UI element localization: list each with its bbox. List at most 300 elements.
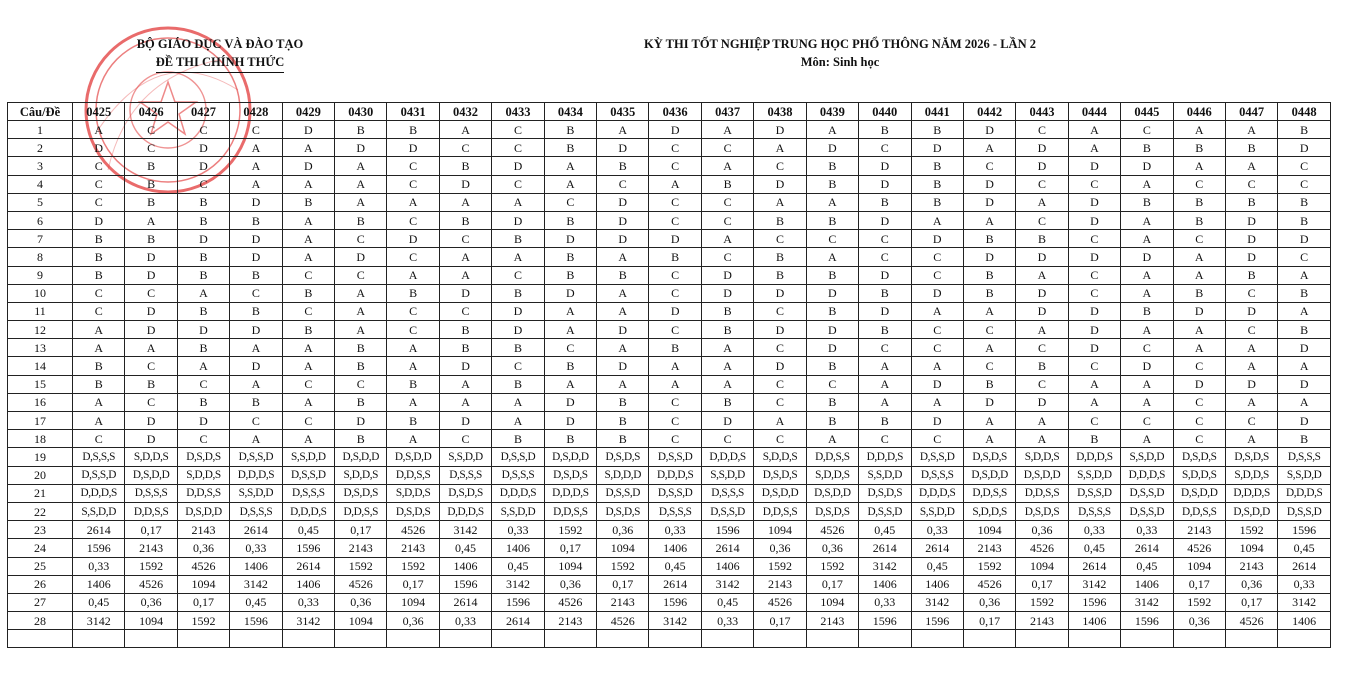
answer-cell: 4526 bbox=[597, 612, 649, 630]
answer-key-table bbox=[7, 102, 1331, 648]
answer-cell: D,D,S,S bbox=[806, 448, 858, 466]
question-number: 26 bbox=[8, 575, 73, 593]
exam-code-header: 0431 bbox=[387, 103, 439, 121]
answer-cell: D,S,D,D bbox=[387, 448, 439, 466]
answer-cell: 1592 bbox=[597, 557, 649, 575]
answer-cell: B bbox=[701, 302, 753, 320]
answer-cell: 2614 bbox=[649, 575, 701, 593]
answer-cell: A bbox=[1016, 266, 1068, 284]
exam-code-header: 0438 bbox=[754, 103, 806, 121]
answer-cell: C bbox=[1225, 412, 1277, 430]
answer-cell: C bbox=[1016, 211, 1068, 229]
answer-cell: C bbox=[387, 302, 439, 320]
answer-cell: 2143 bbox=[387, 539, 439, 557]
answer-cell: 1592 bbox=[177, 612, 229, 630]
answer-cell: 1596 bbox=[1068, 593, 1120, 611]
answer-cell: D bbox=[911, 284, 963, 302]
exam-code-header: 0434 bbox=[544, 103, 596, 121]
answer-cell: D,S,S,D bbox=[1068, 484, 1120, 502]
answer-cell: C bbox=[544, 339, 596, 357]
answer-cell: C bbox=[649, 284, 701, 302]
answer-cell: B bbox=[806, 393, 858, 411]
answer-cell: 0,17 bbox=[544, 539, 596, 557]
table-row bbox=[8, 175, 1331, 193]
answer-cell: 2614 bbox=[282, 557, 334, 575]
answer-cell: D bbox=[597, 193, 649, 211]
table-header-row bbox=[8, 103, 1331, 121]
answer-cell: B bbox=[387, 412, 439, 430]
answer-cell: D,S,D,D bbox=[544, 448, 596, 466]
table-row bbox=[8, 211, 1331, 229]
answer-cell: D,D,S,S bbox=[1173, 502, 1225, 520]
answer-cell: C bbox=[387, 157, 439, 175]
answer-cell: 1592 bbox=[1173, 593, 1225, 611]
answer-cell: A bbox=[73, 393, 125, 411]
answer-cell: 1406 bbox=[1121, 575, 1173, 593]
table-row bbox=[8, 593, 1331, 611]
answer-cell: 0,45 bbox=[1278, 539, 1331, 557]
answer-cell: 0,45 bbox=[1121, 557, 1173, 575]
answer-cell: B bbox=[439, 211, 491, 229]
answer-cell: D bbox=[335, 412, 387, 430]
answer-cell: A bbox=[230, 339, 282, 357]
answer-cell: B bbox=[335, 430, 387, 448]
answer-cell: S,D,D,S bbox=[754, 448, 806, 466]
answer-cell: D bbox=[492, 321, 544, 339]
answer-cell: D bbox=[125, 321, 177, 339]
answer-cell: B bbox=[806, 412, 858, 430]
answer-cell: B bbox=[544, 121, 596, 139]
answer-cell: D,D,S,S bbox=[177, 484, 229, 502]
answer-cell: D bbox=[544, 393, 596, 411]
answer-cell: B bbox=[1225, 193, 1277, 211]
answer-cell: D bbox=[701, 284, 753, 302]
answer-cell: A bbox=[1121, 321, 1173, 339]
answer-cell: A bbox=[963, 139, 1015, 157]
answer-cell: D bbox=[177, 139, 229, 157]
table-row bbox=[8, 121, 1331, 139]
answer-cell: 1094 bbox=[806, 593, 858, 611]
answer-cell: 2143 bbox=[544, 612, 596, 630]
table-row bbox=[8, 393, 1331, 411]
question-number: 1 bbox=[8, 121, 73, 139]
question-number: 25 bbox=[8, 557, 73, 575]
answer-cell: C bbox=[1278, 248, 1331, 266]
answer-cell: S,S,D,D bbox=[492, 502, 544, 520]
answer-cell: A bbox=[1016, 321, 1068, 339]
answer-cell: D bbox=[230, 230, 282, 248]
answer-cell: A bbox=[1225, 393, 1277, 411]
empty-cell bbox=[177, 630, 229, 648]
answer-cell: A bbox=[439, 393, 491, 411]
answer-cell: D bbox=[177, 321, 229, 339]
answer-cell: 1406 bbox=[282, 575, 334, 593]
answer-cell: C bbox=[1068, 357, 1120, 375]
answer-cell: C bbox=[701, 193, 753, 211]
answer-cell: A bbox=[282, 175, 334, 193]
answer-cell: C bbox=[859, 248, 911, 266]
answer-cell: 1596 bbox=[439, 575, 491, 593]
answer-cell: B bbox=[177, 302, 229, 320]
answer-cell: D bbox=[911, 412, 963, 430]
answer-cell: B bbox=[649, 248, 701, 266]
answer-cell: C bbox=[911, 321, 963, 339]
answer-cell: D bbox=[230, 193, 282, 211]
answer-cell: 1406 bbox=[439, 557, 491, 575]
answer-cell: B bbox=[335, 357, 387, 375]
answer-cell: C bbox=[125, 139, 177, 157]
answer-cell: 0,17 bbox=[754, 612, 806, 630]
answer-cell: 2143 bbox=[125, 539, 177, 557]
answer-cell: 1094 bbox=[754, 521, 806, 539]
answer-cell: A bbox=[544, 375, 596, 393]
answer-cell: D,S,S,D bbox=[1121, 502, 1173, 520]
answer-cell: C bbox=[649, 193, 701, 211]
answer-cell: B bbox=[806, 211, 858, 229]
answer-cell: 1596 bbox=[649, 593, 701, 611]
answer-cell: C bbox=[963, 157, 1015, 175]
question-number: 5 bbox=[8, 193, 73, 211]
answer-cell: B bbox=[544, 211, 596, 229]
answer-cell: D bbox=[1121, 248, 1173, 266]
answer-cell: A bbox=[387, 357, 439, 375]
answer-cell: B bbox=[125, 193, 177, 211]
answer-cell: A bbox=[387, 430, 439, 448]
answer-cell: 0,45 bbox=[282, 521, 334, 539]
answer-cell: B bbox=[911, 175, 963, 193]
answer-cell: A bbox=[335, 175, 387, 193]
answer-cell: A bbox=[492, 193, 544, 211]
answer-cell: D bbox=[230, 357, 282, 375]
question-number: 18 bbox=[8, 430, 73, 448]
table-row bbox=[8, 284, 1331, 302]
answer-cell: B bbox=[544, 248, 596, 266]
answer-cell: D,S,S,D bbox=[1278, 502, 1331, 520]
table-row bbox=[8, 357, 1331, 375]
empty-cell bbox=[544, 630, 596, 648]
answer-cell: A bbox=[387, 266, 439, 284]
answer-cell: D bbox=[1225, 302, 1277, 320]
answer-cell: D bbox=[754, 175, 806, 193]
answer-cell: B bbox=[492, 430, 544, 448]
answer-cell: 2143 bbox=[806, 612, 858, 630]
answer-cell: A bbox=[701, 339, 753, 357]
answer-cell: B bbox=[230, 266, 282, 284]
answer-cell: A bbox=[387, 193, 439, 211]
answer-cell: A bbox=[230, 175, 282, 193]
answer-cell: A bbox=[282, 139, 334, 157]
answer-cell: B bbox=[230, 393, 282, 411]
answer-cell: D bbox=[806, 284, 858, 302]
answer-cell: A bbox=[1278, 393, 1331, 411]
answer-cell: 1596 bbox=[282, 539, 334, 557]
answer-cell: C bbox=[1068, 175, 1120, 193]
answer-cell: B bbox=[1016, 230, 1068, 248]
answer-cell: C bbox=[1068, 230, 1120, 248]
answer-cell: 3142 bbox=[230, 575, 282, 593]
answer-cell: B bbox=[859, 193, 911, 211]
answer-cell: A bbox=[335, 321, 387, 339]
answer-cell: S,S,D,D bbox=[1121, 448, 1173, 466]
header-left bbox=[95, 35, 345, 73]
answer-cell: B bbox=[1173, 139, 1225, 157]
answer-cell: A bbox=[1068, 375, 1120, 393]
answer-cell: D bbox=[859, 157, 911, 175]
answer-cell: D bbox=[177, 230, 229, 248]
answer-cell: A bbox=[1278, 266, 1331, 284]
answer-cell: D,S,D,D bbox=[335, 448, 387, 466]
answer-cell: D bbox=[492, 302, 544, 320]
answer-cell: 1592 bbox=[754, 557, 806, 575]
answer-cell: B bbox=[544, 357, 596, 375]
answer-cell: B bbox=[492, 284, 544, 302]
answer-cell: D,D,S,S bbox=[335, 502, 387, 520]
answer-cell: A bbox=[1121, 284, 1173, 302]
answer-cell: B bbox=[177, 339, 229, 357]
answer-cell: B bbox=[1173, 211, 1225, 229]
answer-cell: 2143 bbox=[963, 539, 1015, 557]
answer-cell: C bbox=[125, 121, 177, 139]
answer-cell: B bbox=[597, 157, 649, 175]
answer-cell: 0,45 bbox=[701, 593, 753, 611]
answer-cell: C bbox=[439, 230, 491, 248]
answer-cell: A bbox=[439, 266, 491, 284]
exam-code-header: 0427 bbox=[177, 103, 229, 121]
answer-cell: D bbox=[125, 302, 177, 320]
answer-cell: A bbox=[806, 430, 858, 448]
answer-cell: A bbox=[1016, 430, 1068, 448]
answer-cell: 2614 bbox=[1278, 557, 1331, 575]
answer-cell: A bbox=[1173, 248, 1225, 266]
answer-cell: C bbox=[649, 412, 701, 430]
answer-cell: C bbox=[1173, 430, 1225, 448]
empty-cell bbox=[1121, 630, 1173, 648]
answer-cell: A bbox=[230, 430, 282, 448]
answer-cell: 0,17 bbox=[1225, 593, 1277, 611]
answer-cell: D bbox=[806, 139, 858, 157]
answer-cell: A bbox=[806, 248, 858, 266]
answer-cell: D,S,D,S bbox=[859, 484, 911, 502]
answer-cell: B bbox=[125, 157, 177, 175]
answer-cell: D,D,S,S bbox=[387, 466, 439, 484]
answer-cell: D bbox=[597, 321, 649, 339]
answer-cell: D,D,D,S bbox=[859, 448, 911, 466]
answer-cell: C bbox=[177, 121, 229, 139]
answer-cell: 1596 bbox=[1121, 612, 1173, 630]
answer-cell: D,S,S,S bbox=[701, 484, 753, 502]
answer-cell: A bbox=[1173, 121, 1225, 139]
answer-cell: D bbox=[754, 121, 806, 139]
answer-cell: C bbox=[754, 157, 806, 175]
answer-cell: D,D,D,S bbox=[282, 502, 334, 520]
answer-cell: 0,36 bbox=[125, 593, 177, 611]
answer-cell: D bbox=[492, 211, 544, 229]
answer-cell: A bbox=[859, 357, 911, 375]
answer-cell: 1596 bbox=[859, 612, 911, 630]
answer-cell: 1596 bbox=[230, 612, 282, 630]
answer-cell: D,S,D,D bbox=[754, 484, 806, 502]
answer-cell: D bbox=[1016, 393, 1068, 411]
answer-cell: D bbox=[1278, 412, 1331, 430]
answer-cell: A bbox=[1225, 157, 1277, 175]
answer-cell: 1094 bbox=[1173, 557, 1225, 575]
answer-cell: 0,36 bbox=[806, 539, 858, 557]
answer-cell: A bbox=[859, 375, 911, 393]
answer-cell: D,S,S,S bbox=[282, 484, 334, 502]
table-row bbox=[8, 484, 1331, 502]
table-row bbox=[8, 302, 1331, 320]
answer-cell: 1592 bbox=[387, 557, 439, 575]
answer-cell: D bbox=[806, 339, 858, 357]
table-row bbox=[8, 412, 1331, 430]
answer-cell: C bbox=[963, 321, 1015, 339]
answer-cell: B bbox=[387, 284, 439, 302]
answer-cell: C bbox=[125, 284, 177, 302]
answer-cell: S,D,D,S bbox=[1225, 466, 1277, 484]
answer-cell: A bbox=[597, 302, 649, 320]
answer-cell: A bbox=[754, 193, 806, 211]
answer-cell: 0,36 bbox=[1225, 575, 1277, 593]
answer-cell: D bbox=[73, 139, 125, 157]
question-number: 14 bbox=[8, 357, 73, 375]
answer-cell: D bbox=[492, 157, 544, 175]
answer-cell: C bbox=[701, 248, 753, 266]
answer-cell: C bbox=[1068, 284, 1120, 302]
answer-cell: C bbox=[1121, 339, 1173, 357]
answer-cell: C bbox=[1121, 412, 1173, 430]
answer-cell: D,S,S,S bbox=[125, 484, 177, 502]
answer-cell: C bbox=[73, 175, 125, 193]
answer-cell: 1592 bbox=[335, 557, 387, 575]
corner-label: Câu/Đề bbox=[8, 103, 73, 121]
answer-cell: D,D,D,S bbox=[230, 466, 282, 484]
answer-cell: 1596 bbox=[492, 593, 544, 611]
answer-cell: B bbox=[335, 211, 387, 229]
answer-cell: A bbox=[492, 393, 544, 411]
answer-cell: C bbox=[177, 430, 229, 448]
answer-cell: 0,17 bbox=[387, 575, 439, 593]
answer-cell: D,D,D,S bbox=[1068, 448, 1120, 466]
answer-cell: A bbox=[1121, 211, 1173, 229]
answer-cell: B bbox=[492, 230, 544, 248]
answer-cell: D bbox=[859, 211, 911, 229]
answer-cell: D bbox=[1278, 230, 1331, 248]
answer-cell: 1592 bbox=[806, 557, 858, 575]
answer-cell: D bbox=[1068, 302, 1120, 320]
empty-cell bbox=[282, 630, 334, 648]
answer-cell: D bbox=[597, 211, 649, 229]
table-body bbox=[8, 121, 1331, 648]
answer-cell: 1094 bbox=[1225, 539, 1277, 557]
answer-cell: D,D,D,S bbox=[701, 448, 753, 466]
answer-cell: C bbox=[963, 357, 1015, 375]
answer-cell: C bbox=[282, 412, 334, 430]
answer-cell: 0,36 bbox=[963, 593, 1015, 611]
answer-cell: 3142 bbox=[1068, 575, 1120, 593]
exam-code-header: 0425 bbox=[73, 103, 125, 121]
table-row bbox=[8, 557, 1331, 575]
empty-cell bbox=[230, 630, 282, 648]
answer-cell: 4526 bbox=[1225, 612, 1277, 630]
answer-cell: B bbox=[1173, 284, 1225, 302]
answer-cell: B bbox=[73, 248, 125, 266]
answer-cell: C bbox=[754, 430, 806, 448]
answer-cell: D bbox=[544, 284, 596, 302]
table-row bbox=[8, 575, 1331, 593]
answer-cell: D bbox=[911, 375, 963, 393]
answer-cell: 0,33 bbox=[73, 557, 125, 575]
answer-cell: S,D,D,S bbox=[177, 466, 229, 484]
answer-cell: D bbox=[963, 175, 1015, 193]
answer-cell: A bbox=[544, 175, 596, 193]
answer-cell: 1094 bbox=[597, 539, 649, 557]
answer-cell: D bbox=[963, 121, 1015, 139]
answer-cell: 0,17 bbox=[335, 521, 387, 539]
answer-cell: A bbox=[544, 321, 596, 339]
answer-cell: D bbox=[1173, 302, 1225, 320]
answer-cell: A bbox=[701, 230, 753, 248]
answer-cell: 0,36 bbox=[335, 593, 387, 611]
answer-cell: D,S,D,S bbox=[544, 466, 596, 484]
answer-cell: B bbox=[1278, 121, 1331, 139]
empty-cell bbox=[1278, 630, 1331, 648]
answer-cell: D,D,D,S bbox=[911, 484, 963, 502]
table-row bbox=[8, 612, 1331, 630]
answer-cell: B bbox=[335, 339, 387, 357]
exam-code-header: 0437 bbox=[701, 103, 753, 121]
answer-cell: A bbox=[282, 248, 334, 266]
answer-cell: B bbox=[963, 375, 1015, 393]
answer-cell: A bbox=[73, 412, 125, 430]
empty-cell bbox=[1173, 630, 1225, 648]
answer-cell: C bbox=[439, 430, 491, 448]
answer-cell: B bbox=[492, 339, 544, 357]
answer-cell: C bbox=[73, 157, 125, 175]
answer-cell: B bbox=[1278, 430, 1331, 448]
answer-cell: C bbox=[1016, 339, 1068, 357]
answer-cell: C bbox=[754, 339, 806, 357]
answer-cell: 3142 bbox=[73, 612, 125, 630]
answer-cell: D bbox=[1278, 339, 1331, 357]
answer-cell: B bbox=[911, 121, 963, 139]
answer-cell: 0,33 bbox=[230, 539, 282, 557]
exam-code-header: 0428 bbox=[230, 103, 282, 121]
answer-cell: D bbox=[1225, 230, 1277, 248]
answer-cell: B bbox=[282, 193, 334, 211]
answer-cell: C bbox=[177, 175, 229, 193]
answer-cell: D bbox=[754, 284, 806, 302]
answer-cell: A bbox=[1225, 121, 1277, 139]
answer-cell: 0,33 bbox=[859, 593, 911, 611]
exam-code-header: 0440 bbox=[859, 103, 911, 121]
answer-cell: D bbox=[1068, 211, 1120, 229]
answer-cell: B bbox=[177, 248, 229, 266]
answer-cell: D,D,D,S bbox=[649, 466, 701, 484]
answer-cell: C bbox=[859, 139, 911, 157]
answer-cell: 1406 bbox=[911, 575, 963, 593]
answer-cell: C bbox=[806, 230, 858, 248]
empty-cell bbox=[125, 630, 177, 648]
answer-cell: D,S,D,S bbox=[439, 484, 491, 502]
answer-cell: C bbox=[177, 375, 229, 393]
answer-cell: 2614 bbox=[1068, 557, 1120, 575]
answer-cell: 1406 bbox=[492, 539, 544, 557]
answer-cell: 0,33 bbox=[1121, 521, 1173, 539]
answer-cell: C bbox=[73, 193, 125, 211]
answer-cell: D,S,S,S bbox=[492, 466, 544, 484]
table-row bbox=[8, 321, 1331, 339]
answer-cell: A bbox=[177, 284, 229, 302]
